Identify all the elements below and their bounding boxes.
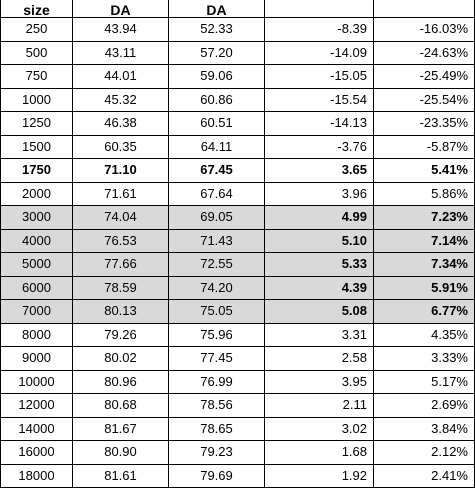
cell-da-2: 57.20 [169, 41, 265, 65]
cell-da-1: 44.01 [73, 65, 169, 89]
cell-percent: 4.35% [374, 323, 475, 347]
cell-da-2: 59.06 [169, 65, 265, 89]
cell-difference: 1.92 [265, 464, 374, 488]
cell-size: 5000 [1, 253, 73, 277]
cell-da-1: 79.26 [73, 323, 169, 347]
cell-size: 2000 [1, 182, 73, 206]
cell-size: 14000 [1, 417, 73, 441]
table-body [1, 18, 475, 488]
header-size: size [1, 0, 73, 18]
cell-da-2: 64.11 [169, 135, 265, 159]
header-da-2: DA [169, 0, 265, 18]
table-header [1, 0, 475, 18]
cell-percent: -5.87% [374, 135, 475, 159]
cell-percent: 2.69% [374, 394, 475, 418]
cell-da-1: 80.68 [73, 394, 169, 418]
cell-size: 6000 [1, 276, 73, 300]
cell-difference: -14.09 [265, 41, 374, 65]
cell-da-2: 72.55 [169, 253, 265, 277]
cell-percent: -23.35% [374, 112, 475, 136]
cell-difference: 4.39 [265, 276, 374, 300]
cell-size: 750 [1, 65, 73, 89]
cell-da-2: 77.45 [169, 347, 265, 371]
table-row [1, 347, 475, 371]
cell-size: 4000 [1, 229, 73, 253]
cell-da-1: 80.90 [73, 441, 169, 465]
header-da-1: DA [73, 0, 169, 18]
cell-size: 1500 [1, 135, 73, 159]
table-row [1, 253, 475, 277]
cell-size: 16000 [1, 441, 73, 465]
table-row [1, 159, 475, 183]
cell-size: 18000 [1, 464, 73, 488]
cell-difference: 4.99 [265, 206, 374, 230]
cell-da-2: 74.20 [169, 276, 265, 300]
table-row [1, 417, 475, 441]
cell-difference: 3.96 [265, 182, 374, 206]
cell-difference: 5.08 [265, 300, 374, 324]
cell-size: 7000 [1, 300, 73, 324]
cell-da-2: 75.96 [169, 323, 265, 347]
table-row [1, 135, 475, 159]
cell-da-2: 69.05 [169, 206, 265, 230]
cell-difference: 3.02 [265, 417, 374, 441]
cell-difference: -8.39 [265, 18, 374, 42]
cell-percent: 7.23% [374, 206, 475, 230]
cell-da-2: 78.65 [169, 417, 265, 441]
cell-size: 12000 [1, 394, 73, 418]
cell-da-1: 71.10 [73, 159, 169, 183]
cell-difference: 3.95 [265, 370, 374, 394]
cell-difference: 2.58 [265, 347, 374, 371]
cell-da-1: 43.94 [73, 18, 169, 42]
table-row [1, 394, 475, 418]
cell-percent: 5.41% [374, 159, 475, 183]
cell-da-1: 78.59 [73, 276, 169, 300]
cell-difference: 5.33 [265, 253, 374, 277]
cell-percent: 5.91% [374, 276, 475, 300]
cell-difference: -3.76 [265, 135, 374, 159]
table-row [1, 206, 475, 230]
cell-size: 8000 [1, 323, 73, 347]
cell-da-2: 71.43 [169, 229, 265, 253]
cell-da-1: 80.13 [73, 300, 169, 324]
table-row [1, 41, 475, 65]
cell-difference: -15.05 [265, 65, 374, 89]
cell-da-2: 67.64 [169, 182, 265, 206]
table-row [1, 65, 475, 89]
cell-difference: 1.68 [265, 441, 374, 465]
cell-da-2: 60.51 [169, 112, 265, 136]
cell-da-1: 71.61 [73, 182, 169, 206]
table-row [1, 370, 475, 394]
cell-da-1: 60.35 [73, 135, 169, 159]
cell-da-1: 77.66 [73, 253, 169, 277]
cell-da-1: 81.61 [73, 464, 169, 488]
cell-da-1: 76.53 [73, 229, 169, 253]
cell-da-1: 81.67 [73, 417, 169, 441]
cell-size: 1250 [1, 112, 73, 136]
cell-size: 9000 [1, 347, 73, 371]
cell-percent: 6.77% [374, 300, 475, 324]
cell-percent: -16.03% [374, 18, 475, 42]
cell-percent: -25.54% [374, 88, 475, 112]
cell-da-2: 79.23 [169, 441, 265, 465]
header-difference [265, 0, 374, 18]
table-row [1, 88, 475, 112]
cell-da-2: 79.69 [169, 464, 265, 488]
cell-da-2: 67.45 [169, 159, 265, 183]
table-row [1, 18, 475, 42]
cell-percent: 3.33% [374, 347, 475, 371]
table-row [1, 276, 475, 300]
cell-size: 500 [1, 41, 73, 65]
header-percent [374, 0, 475, 18]
cell-difference: 3.65 [265, 159, 374, 183]
table-row [1, 229, 475, 253]
cell-size: 10000 [1, 370, 73, 394]
cell-da-2: 60.86 [169, 88, 265, 112]
cell-percent: 3.84% [374, 417, 475, 441]
cell-da-1: 74.04 [73, 206, 169, 230]
cell-da-2: 52.33 [169, 18, 265, 42]
cell-da-2: 75.05 [169, 300, 265, 324]
cell-size: 250 [1, 18, 73, 42]
cell-difference: 5.10 [265, 229, 374, 253]
cell-da-1: 46.38 [73, 112, 169, 136]
cell-da-1: 80.02 [73, 347, 169, 371]
cell-da-1: 43.11 [73, 41, 169, 65]
cell-difference: 2.11 [265, 394, 374, 418]
cell-size: 1750 [1, 159, 73, 183]
table-row [1, 112, 475, 136]
cell-difference: 3.31 [265, 323, 374, 347]
header-row [1, 0, 475, 18]
table-row [1, 300, 475, 324]
cell-difference: -15.54 [265, 88, 374, 112]
cell-percent: 5.86% [374, 182, 475, 206]
table-row [1, 441, 475, 465]
cell-percent: 2.12% [374, 441, 475, 465]
cell-da-2: 78.56 [169, 394, 265, 418]
cell-difference: -14.13 [265, 112, 374, 136]
cell-da-1: 45.32 [73, 88, 169, 112]
cell-size: 3000 [1, 206, 73, 230]
cell-da-2: 76.99 [169, 370, 265, 394]
table-row [1, 464, 475, 488]
cell-da-1: 80.96 [73, 370, 169, 394]
table-row [1, 182, 475, 206]
cell-percent: 7.14% [374, 229, 475, 253]
table-row [1, 323, 475, 347]
cell-percent: 5.17% [374, 370, 475, 394]
cell-percent: -25.49% [374, 65, 475, 89]
cell-size: 1000 [1, 88, 73, 112]
cell-percent: 7.34% [374, 253, 475, 277]
cell-percent: 2.41% [374, 464, 475, 488]
cell-percent: -24.63% [374, 41, 475, 65]
